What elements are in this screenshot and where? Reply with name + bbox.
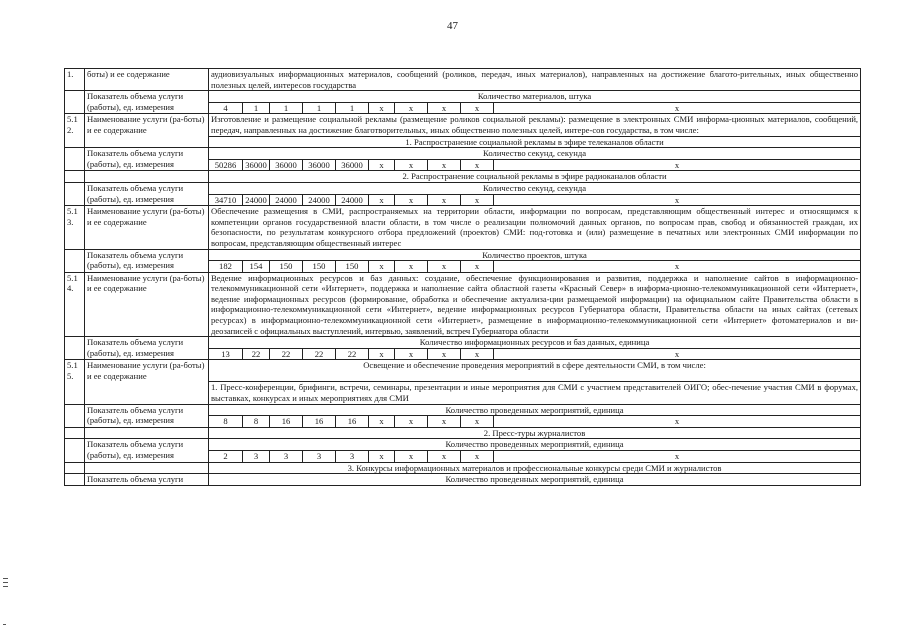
item-number: 5.1 2. <box>65 114 85 148</box>
item-number-empty <box>65 171 85 183</box>
value-cell: 24000 <box>336 194 369 206</box>
value-cell: x <box>494 159 861 171</box>
value-cell: 24000 <box>303 194 336 206</box>
value-cell: x <box>494 194 861 206</box>
service-description: Обеспечение размещения в СМИ, распространяемых на территории области, информации по вопросам, представляющим общественный интерес и относящимся к компетенции органов государственной власти области, в том числе о реализации полномочий данных органов, по вопросам прав, свобод и обязанностей граждан, их безопасности, по результатам конкурсного отбора предложений (проектов) СМИ: под-готовка и (или) размещение в печатных или электронных СМИ информации по вопросам, представляющим общественный интерес <box>209 206 861 249</box>
value-cell: 3 <box>270 451 303 463</box>
subsection-title: 1. Распространение социальной рекламы в эфире телеканалов области <box>209 136 861 148</box>
value-cell: 2 <box>209 451 243 463</box>
value-cell: x <box>428 416 461 428</box>
item-number: 5.1 3. <box>65 206 85 249</box>
service-description: Изготовление и размещение социальной рекламы (размещение роликов социальной рекламы): размещение в электронных СМИ информа-ционных материалов, сообщений, передач, направленных на достижение благотворительных, иных общественно полезных целей, интере-сов государства, в том числе: <box>209 114 861 136</box>
state-assignment-table <box>64 68 861 486</box>
value-cell: x <box>395 348 428 360</box>
service-name-label: Наименование услуги (ра-боты) и ее содержание <box>85 272 209 337</box>
value-cell: x <box>494 348 861 360</box>
indicator-label-row <box>65 474 861 486</box>
value-cell: x <box>461 348 494 360</box>
value-cell: 22 <box>303 348 336 360</box>
value-cell: 150 <box>270 261 303 273</box>
value-cell: x <box>395 261 428 273</box>
value-cell: x <box>461 102 494 114</box>
value-cell: 3 <box>303 451 336 463</box>
indicator-unit: Количество проведенных мероприятий, единица <box>209 474 861 486</box>
item-number: 1. <box>65 69 85 91</box>
service-name-label: Наименование услуги (ра-боты) и ее содержание <box>85 360 209 404</box>
value-cell: 1 <box>243 102 270 114</box>
item-number-empty <box>65 182 85 205</box>
subsection-title: 3. Конкурсы информационных материалов и профессиональные конкурсы среди СМИ и журналистов <box>209 462 861 474</box>
value-cell: x <box>369 348 395 360</box>
value-cell: 1 <box>336 102 369 114</box>
value-cell: 50286 <box>209 159 243 171</box>
margin-mark <box>3 586 8 587</box>
value-cell: x <box>369 102 395 114</box>
value-cell: x <box>395 194 428 206</box>
subsection-title: 1. Пресс-конференции, брифинги, встречи, семинары, презентации и иные мероприятия для СМИ с участием представителей ОИГО; обес-печение участия СМИ в форумах, выставках, конкурсах и иных мероприятиях для СМИ <box>209 382 861 404</box>
indicator-label-row <box>65 439 861 451</box>
indicator-label: Показатель объема услуги <box>85 474 209 486</box>
indicator-label: Показатель объема услуги (работы), ед. измерения <box>85 439 209 462</box>
value-cell: x <box>369 261 395 273</box>
value-cell: x <box>428 348 461 360</box>
value-cell: x <box>369 416 395 428</box>
indicator-label-row <box>65 148 861 160</box>
service-name-label: Наименование услуги (ра-боты) и ее содержание <box>85 114 209 148</box>
indicator-unit: Количество секунд, секунда <box>209 148 861 160</box>
value-cell: 22 <box>270 348 303 360</box>
value-cell: x <box>461 159 494 171</box>
margin-mark <box>3 624 6 625</box>
margin-mark <box>3 582 8 583</box>
indicator-label-row <box>65 182 861 194</box>
indicator-label: Показатель объема услуги (работы), ед. измерения <box>85 148 209 171</box>
value-cell: x <box>494 102 861 114</box>
margin-mark <box>3 578 8 579</box>
value-cell: 8 <box>243 416 270 428</box>
value-cell: x <box>494 451 861 463</box>
subsection-row <box>65 171 861 183</box>
value-cell: 13 <box>209 348 243 360</box>
service-row <box>65 360 861 382</box>
value-cell: 16 <box>270 416 303 428</box>
value-cell: 16 <box>336 416 369 428</box>
service-description: Освещение и обеспечение проведения мероприятий в сфере деятельности СМИ, в том числе: <box>209 360 861 382</box>
value-cell: x <box>461 416 494 428</box>
name-empty <box>85 171 209 183</box>
value-cell: x <box>461 261 494 273</box>
value-cell: x <box>395 159 428 171</box>
value-cell: 154 <box>243 261 270 273</box>
item-number: 5.1 5. <box>65 360 85 404</box>
value-cell: 182 <box>209 261 243 273</box>
value-cell: 22 <box>336 348 369 360</box>
name-empty <box>85 427 209 439</box>
indicator-unit: Количество информационных ресурсов и баз данных, единица <box>209 337 861 349</box>
item-number-empty <box>65 337 85 360</box>
item-number-empty <box>65 474 85 486</box>
service-name-label: Наименование услуги (ра-боты) и ее содержание <box>85 206 209 249</box>
service-row <box>65 114 861 136</box>
indicator-label: Показатель объема услуги (работы), ед. измерения <box>85 91 209 114</box>
indicator-label-row <box>65 91 861 103</box>
value-cell: 1 <box>303 102 336 114</box>
value-cell: 3 <box>243 451 270 463</box>
value-cell: x <box>395 451 428 463</box>
indicator-unit: Количество проведенных мероприятий, единица <box>209 404 861 416</box>
page-number: 47 <box>447 20 458 32</box>
item-number-empty <box>65 427 85 439</box>
indicator-label-row <box>65 337 861 349</box>
value-cell: x <box>369 451 395 463</box>
indicator-unit: Количество материалов, штука <box>209 91 861 103</box>
value-cell: x <box>428 159 461 171</box>
value-cell: x <box>494 416 861 428</box>
value-cell: 22 <box>243 348 270 360</box>
value-cell: 8 <box>209 416 243 428</box>
value-cell: 16 <box>303 416 336 428</box>
subsection-title: 2. Распространение социальной рекламы в эфире радиоканалов области <box>209 171 861 183</box>
value-cell: x <box>428 102 461 114</box>
indicator-label: Показатель объема услуги (работы), ед. измерения <box>85 337 209 360</box>
value-cell: x <box>428 261 461 273</box>
value-cell: 4 <box>209 102 243 114</box>
indicator-unit: Количество проведенных мероприятий, единица <box>209 439 861 451</box>
value-cell: x <box>369 159 395 171</box>
value-cell: 36000 <box>270 159 303 171</box>
item-number: 5.1 4. <box>65 272 85 337</box>
item-number-empty <box>65 462 85 474</box>
item-number-empty <box>65 249 85 272</box>
indicator-label: Показатель объема услуги (работы), ед. измерения <box>85 249 209 272</box>
service-row <box>65 272 861 337</box>
value-cell: 36000 <box>336 159 369 171</box>
value-cell: 150 <box>336 261 369 273</box>
value-cell: 34710 <box>209 194 243 206</box>
value-cell: x <box>428 194 461 206</box>
value-cell: x <box>461 451 494 463</box>
item-number-empty <box>65 148 85 171</box>
indicator-label: Показатель объема услуги (работы), ед. измерения <box>85 182 209 205</box>
value-cell: x <box>494 261 861 273</box>
indicator-label: Показатель объема услуги (работы), ед. измерения <box>85 404 209 427</box>
value-cell: 36000 <box>303 159 336 171</box>
item-number-empty <box>65 91 85 114</box>
name-empty <box>85 462 209 474</box>
value-cell: 150 <box>303 261 336 273</box>
value-cell: x <box>461 194 494 206</box>
value-cell: x <box>428 451 461 463</box>
subsection-title: 2. Пресс-туры журналистов <box>209 427 861 439</box>
service-row <box>65 69 861 91</box>
value-cell: 24000 <box>270 194 303 206</box>
service-row <box>65 206 861 249</box>
value-cell: x <box>395 416 428 428</box>
value-cell: 1 <box>270 102 303 114</box>
value-cell: 36000 <box>243 159 270 171</box>
indicator-unit: Количество секунд, секунда <box>209 182 861 194</box>
indicator-label-row <box>65 404 861 416</box>
value-cell: x <box>395 102 428 114</box>
value-cell: 3 <box>336 451 369 463</box>
service-description: Ведение информационных ресурсов и баз данных: создание, обеспечение функционирования и развития, поддержка и наполнение сайтов в информационно-телекоммуникационной сети «Интернет», поддержка и наполнение сайта областной газеты «Красный Север» в информа-ционно-телекоммуникационной сети «Интернет», ведение информационных ресурсов (формирование, обработка и обеспечение актуализа-ции размещаемой информации) на официальном сайте Правительства области в информационно-телекоммуникационной сети «Интернет», ведение информационных ресурсов Губернатора области, Правительства области на иных сайтах (сетевых ресурсах) в информационно-телекоммуникационной сети «Интернет», размещение в информационно-телекоммуникационной сети «Интернет» фотоматериалов и ви-деозаписей с официальных выступлений, интервью, заявлений, встреч Губернатора области <box>209 272 861 337</box>
service-description: аудиовизуальных информационных материалов, сообщений (роликов, передач, иных материалов), направленных на достижение благото-рительных, иных общественно полезных целей, интересов государства <box>209 69 861 91</box>
item-number-empty <box>65 439 85 462</box>
value-cell: x <box>369 194 395 206</box>
value-cell: 24000 <box>243 194 270 206</box>
item-number-empty <box>65 404 85 427</box>
subsection-row <box>65 427 861 439</box>
service-name-label: боты) и ее содержание <box>85 69 209 91</box>
indicator-label-row <box>65 249 861 261</box>
indicator-unit: Количество проектов, штука <box>209 249 861 261</box>
subsection-row <box>65 462 861 474</box>
